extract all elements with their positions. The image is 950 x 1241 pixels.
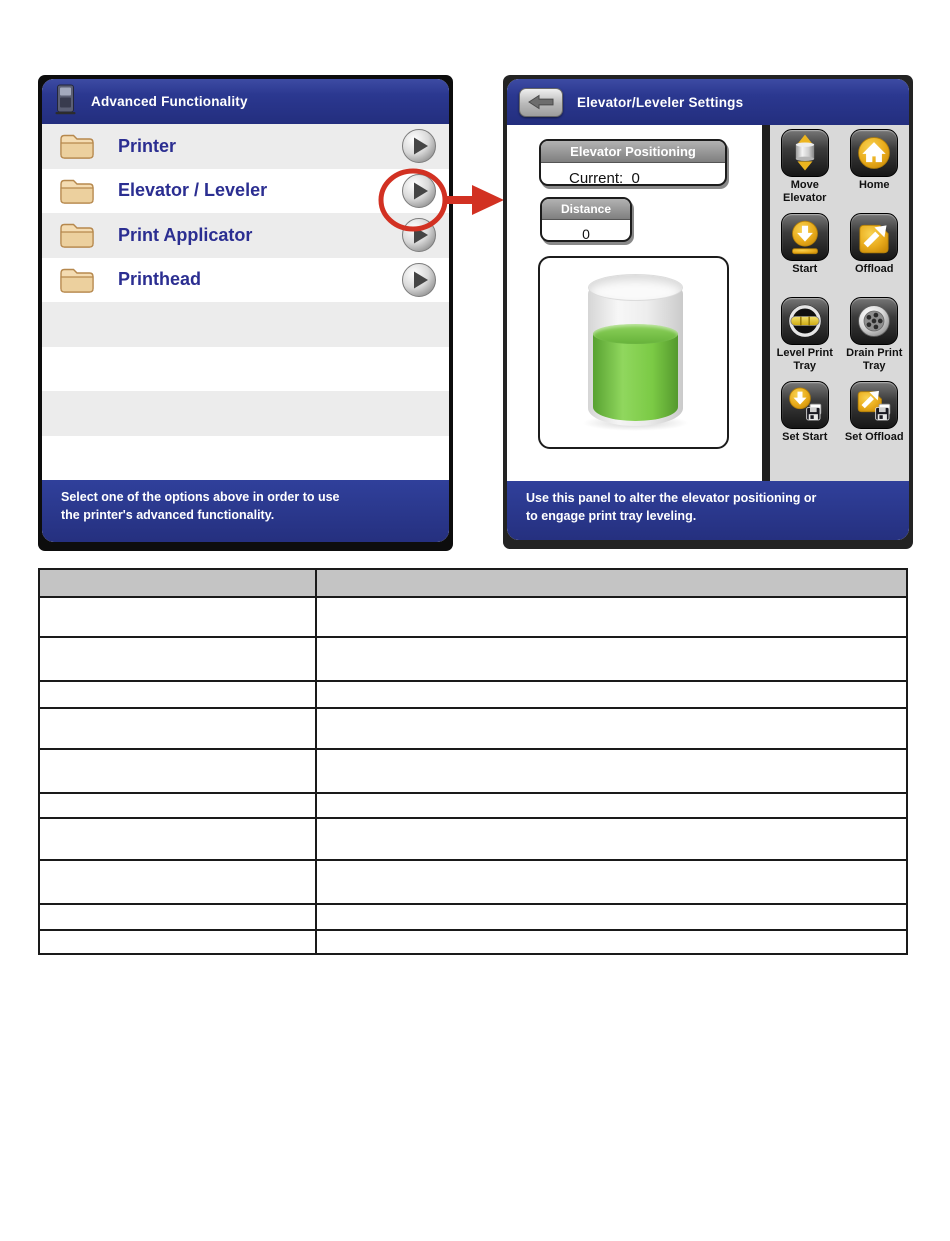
elevator-positioning-header: Elevator Positioning: [541, 141, 725, 163]
set-offload-button[interactable]: [845, 381, 904, 465]
menu-item-print-applicator[interactable]: [42, 213, 449, 258]
menu-list: [42, 124, 449, 480]
move-elevator-icon: [781, 129, 829, 177]
control-button-label: Set Start: [782, 431, 828, 443]
distance-box: [540, 197, 632, 242]
set-start-save-icon: [781, 381, 829, 429]
elevator-leveler-settings-panel: [503, 75, 913, 549]
tank-graphic: [588, 274, 683, 426]
folder-icon: [58, 176, 96, 206]
pointer-arrow-head: [472, 185, 504, 215]
empty-row: [42, 302, 449, 347]
table-row: [39, 930, 907, 954]
menu-item-label: Printer: [118, 135, 177, 156]
table-row: [39, 637, 907, 681]
folder-icon: [58, 265, 96, 295]
empty-row: [42, 347, 449, 392]
table-cell: [39, 637, 316, 681]
table-cell: [316, 637, 907, 681]
advanced-functionality-panel: [38, 75, 453, 551]
table-row: [39, 860, 907, 904]
control-button-label: Home: [858, 179, 890, 191]
table-row: [39, 597, 907, 637]
folder-icon: [58, 220, 96, 250]
table-cell: [39, 904, 316, 930]
footer-text-line2: the printer's advanced functionality.: [61, 507, 275, 522]
level-vial-icon: [781, 297, 829, 345]
folder-icon: [58, 131, 96, 161]
open-arrow-button-print-applicator[interactable]: [401, 217, 437, 253]
distance-value: 0: [582, 226, 590, 242]
drain-icon: [850, 297, 898, 345]
controls-column: [770, 125, 909, 481]
left-panel-footer: [42, 480, 449, 542]
table-cell: [316, 749, 907, 793]
start-button[interactable]: [781, 213, 829, 297]
left-panel-titlebar: [42, 79, 449, 124]
control-button-label: Move Elevator: [783, 179, 827, 204]
table-cell: [39, 793, 316, 818]
offload-diagonal-arrow-icon: [850, 213, 898, 261]
table-cell: [39, 930, 316, 954]
menu-item-label: Printhead: [118, 269, 202, 290]
control-button-label: Level Print Tray: [776, 347, 833, 372]
current-value: 0: [631, 170, 640, 186]
table-cell: [316, 708, 907, 749]
tank-liquid-surface: [593, 324, 678, 344]
menu-item-printer[interactable]: [42, 124, 449, 169]
table-cell: [39, 818, 316, 860]
settings-content: [507, 125, 762, 481]
tank-rim: [588, 274, 683, 301]
table-cell: [39, 708, 316, 749]
set-start-button[interactable]: [781, 381, 829, 465]
table-cell: [39, 681, 316, 708]
table-cell: [316, 904, 907, 930]
table-header-cell: [39, 569, 316, 597]
open-arrow-button-printer[interactable]: [401, 128, 437, 164]
control-button-label: Offload: [855, 263, 894, 275]
table-cell: [316, 793, 907, 818]
right-panel-titlebar: [507, 79, 909, 125]
footer-text-line2: to engage print tray leveling.: [526, 508, 697, 523]
menu-item-label: Print Applicator: [118, 224, 253, 245]
open-arrow-button-elevator-leveler[interactable]: [401, 173, 437, 209]
set-offload-save-icon: [850, 381, 898, 429]
footer-text-line1: Use this panel to alter the elevator positioning or: [526, 491, 817, 505]
menu-item-elevator-leveler[interactable]: [42, 169, 449, 214]
printer-device-icon: [54, 84, 77, 120]
elevator-positioning-box: [539, 139, 727, 186]
empty-row: [42, 391, 449, 436]
control-button-label: Start: [792, 263, 818, 275]
footer-text-line1: Select one of the options above in order to use: [61, 490, 340, 504]
table-cell: [39, 749, 316, 793]
table-row: [39, 793, 907, 818]
table-row: [39, 708, 907, 749]
elevator-current-reading: [541, 163, 725, 186]
table-cell: [39, 597, 316, 637]
table-row: [39, 904, 907, 930]
open-arrow-button-printhead[interactable]: [401, 262, 437, 298]
back-button[interactable]: [519, 88, 563, 117]
right-panel-title: Elevator/Leveler Settings: [577, 94, 744, 110]
table-cell: [316, 681, 907, 708]
offload-button[interactable]: [850, 213, 898, 297]
table-cell: [316, 930, 907, 954]
settings-body: [507, 125, 909, 481]
right-panel-footer: [507, 481, 909, 540]
menu-item-printhead[interactable]: [42, 258, 449, 303]
table-header-cell: [316, 569, 907, 597]
move-elevator-button[interactable]: [775, 129, 835, 213]
distance-header: Distance: [542, 199, 630, 220]
empty-row: [42, 436, 449, 481]
home-icon: [850, 129, 898, 177]
back-arrow-icon: [528, 94, 554, 110]
current-label: Current:: [569, 170, 624, 186]
table-cell: [316, 860, 907, 904]
table-header-row: [39, 569, 907, 597]
reference-table: [38, 568, 908, 955]
left-panel-title: Advanced Functionality: [91, 94, 248, 109]
table-row: [39, 681, 907, 708]
control-button-label: Drain Print Tray: [846, 347, 903, 372]
table-cell: [39, 860, 316, 904]
table-cell: [316, 818, 907, 860]
content-divider: [762, 125, 770, 481]
start-down-arrow-icon: [781, 213, 829, 261]
drain-print-tray-button[interactable]: [844, 297, 904, 381]
tank-box: [538, 256, 729, 449]
table-row: [39, 749, 907, 793]
home-button[interactable]: [850, 129, 898, 213]
table-row: [39, 818, 907, 860]
table-cell: [316, 597, 907, 637]
menu-item-label: Elevator / Leveler: [118, 180, 268, 201]
control-button-label: Set Offload: [844, 431, 904, 443]
level-print-tray-button[interactable]: [775, 297, 835, 381]
